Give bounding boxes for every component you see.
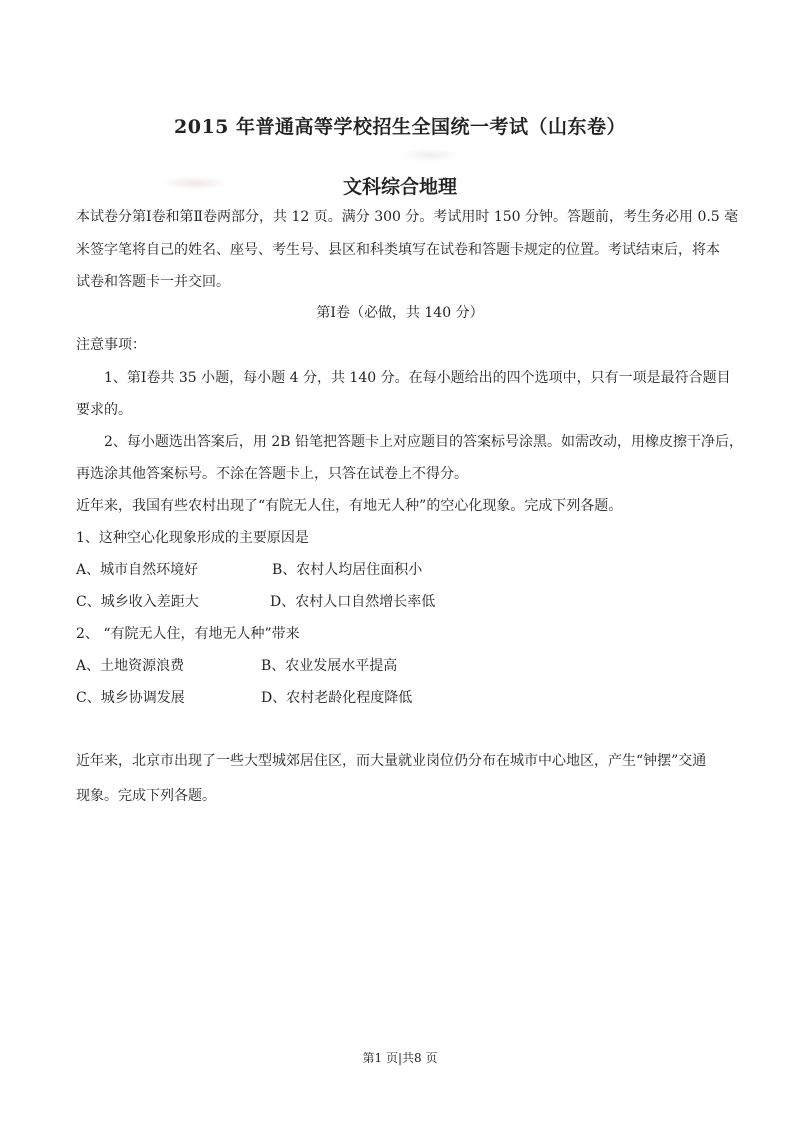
page-number: 第1 页|共8 页 <box>362 1051 438 1065</box>
intro-line: 试卷和答题卡一并交回。 <box>76 274 230 290</box>
answer-option: A、城市自然环境好 <box>76 562 199 578</box>
notice-item: 2、每小题选出答案后，用 2B 铅笔把答题卡上对应题目的答案标号涂黑。如需改动，用橡皮擦干净后， <box>104 434 744 450</box>
question-text: 2、 “有院无人住，有地无人种”带来 <box>76 626 300 642</box>
intro-line: 本试卷分第Ⅰ卷和第Ⅱ卷两部分，共 12 页。满分 300 分。考试用时 150 分钟。答题前，考生务必用 0.5 毫 <box>76 209 739 225</box>
section-heading: 第Ⅰ卷（必做，共 140 分） <box>316 305 484 321</box>
answer-option: A、土地资源浪费 <box>76 658 185 674</box>
notice-item: 1、第Ⅰ卷共 35 小题，每小题 4 分，共 140 分。在每小题给出的四个选项中，只有一项是最符合题目 <box>104 370 731 386</box>
notice-label: 注意事项： <box>76 337 146 353</box>
answer-option: D、农村人口自然增长率低 <box>270 594 436 610</box>
intro-line: 米签字笔将自己的姓名、座号、考生号、县区和科类填写在试卷和答题卡规定的位置。考试结束后，将本 <box>76 242 720 258</box>
exam-title: 2015 年普通高等学校招生全国统一考试（山东卷） <box>174 116 626 138</box>
exam-subtitle: 文科综合地理 <box>342 176 457 198</box>
answer-option: C、城乡收入差距大 <box>76 594 199 610</box>
question-stem: 近年来，北京市出现了一些大型城郊居住区，而大量就业岗位仍分布在城市中心地区，产生“钟摆”交通 <box>76 753 707 769</box>
answer-option: D、农村老龄化程度降低 <box>261 690 413 706</box>
question-stem: 近年来，我国有些农村出现了“有院无人住，有地无人种”的空心化现象。完成下列各题。 <box>76 498 623 514</box>
notice-item-cont: 再选涂其他答案标号。不涂在答题卡上，只答在试卷上不得分。 <box>76 466 468 482</box>
question-stem-cont: 现象。完成下列各题。 <box>76 788 216 804</box>
scan-smudge <box>400 148 460 162</box>
question-text: 1、这种空心化现象形成的主要原因是 <box>76 530 309 546</box>
answer-option: B、农村人均居住面积小 <box>272 562 423 578</box>
answer-option: C、城乡协调发展 <box>76 690 185 706</box>
answer-option: B、农业发展水平提高 <box>261 658 398 674</box>
notice-item-cont: 要求的。 <box>76 402 132 418</box>
